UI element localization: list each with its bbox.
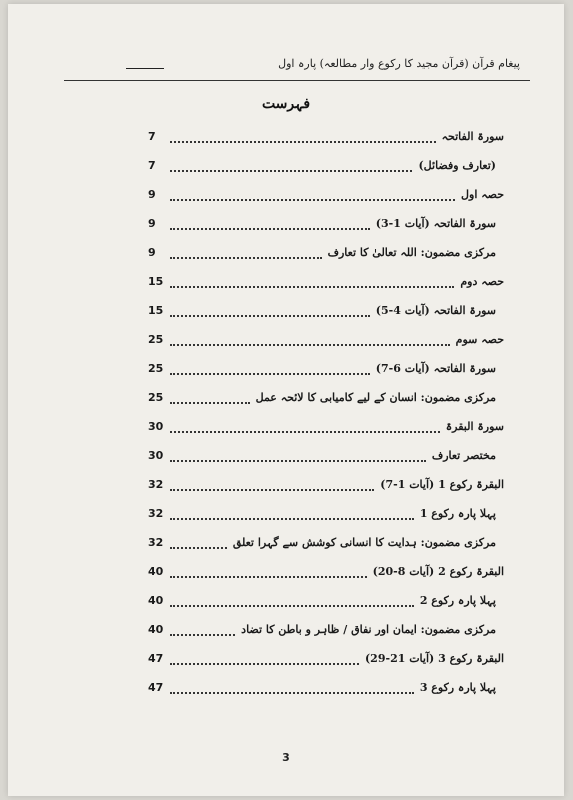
- toc-entry-label: سورۃ الفاتحہ (آیات 4-5): [375, 304, 496, 317]
- toc-entry-page: 9: [148, 246, 156, 259]
- toc-entry: [148, 391, 504, 409]
- toc-entry-page: 32: [148, 507, 164, 520]
- table-of-contents: [8, 4, 564, 796]
- toc-entry: [148, 130, 504, 148]
- toc-entry-label: حصہ اول: [461, 188, 504, 201]
- toc-entry-page: 47: [148, 652, 164, 665]
- toc-leader-dots: [170, 427, 440, 433]
- toc-leader-dots: [170, 456, 426, 462]
- toc-entry: [148, 681, 504, 699]
- toc-entry-page: 32: [148, 536, 164, 549]
- toc-leader-dots: [170, 166, 412, 172]
- toc-entry-label: حصہ دوم: [460, 275, 504, 288]
- toc-entry-label: سورۃ الفاتحہ: [441, 130, 504, 143]
- toc-entry-label: حصہ سوم: [455, 333, 504, 346]
- toc-entry-page: 40: [148, 594, 164, 607]
- toc-entry: [148, 217, 504, 235]
- toc-entry: [148, 420, 504, 438]
- toc-leader-dots: [170, 688, 414, 694]
- toc-entry: [148, 623, 504, 641]
- running-header-title: پیغام قرآن (قرآن مجید کا رکوع وار مطالعہ) پارہ اول: [278, 57, 520, 70]
- toc-leader-dots: [170, 253, 322, 259]
- book-page: [8, 4, 564, 796]
- toc-entry: [148, 536, 504, 554]
- toc-leader-dots: [170, 543, 227, 549]
- toc-leader-dots: [170, 137, 436, 143]
- toc-entry: [148, 565, 504, 583]
- toc-entry-label: البقرۃ رکوع 1 (آیات 1-7): [380, 478, 504, 491]
- toc-entry-page: 7: [148, 159, 156, 172]
- toc-entry-label: مختصر تعارف: [431, 449, 496, 462]
- toc-entry-label: مرکزی مضمون: اللہ تعالیٰ کا تعارف: [327, 246, 496, 259]
- toc-entry-label: البقرۃ رکوع 3 (آیات 21-29): [364, 652, 504, 665]
- toc-entry-page: 40: [148, 623, 164, 636]
- toc-entry: [148, 449, 504, 467]
- toc-leader-dots: [170, 282, 454, 288]
- toc-entry-label: پہلا پارہ رکوع 3: [419, 681, 496, 694]
- toc-leader-dots: [170, 369, 370, 375]
- toc-entry: [148, 652, 504, 670]
- toc-entry-label: مرکزی مضمون: ایمان اور نفاق / ظاہر و باطن کا تضاد: [241, 623, 496, 636]
- toc-leader-dots: [170, 572, 367, 578]
- toc-entry: [148, 478, 504, 496]
- toc-entry: [148, 304, 504, 322]
- toc-entry-label: مرکزی مضمون: انسان کے لیے کامیابی کا لائحہ عمل: [255, 391, 496, 404]
- toc-entry: [148, 333, 504, 351]
- toc-entry-page: 25: [148, 391, 164, 404]
- toc-entry: [148, 188, 504, 206]
- page-number: 3: [282, 751, 290, 764]
- toc-entry-label: البقرۃ رکوع 2 (آیات 8-20): [372, 565, 504, 578]
- toc-entry-label: سورۃ الفاتحہ (آیات 1-3): [375, 217, 496, 230]
- toc-entry-page: 15: [148, 304, 164, 317]
- toc-leader-dots: [170, 224, 370, 230]
- toc-entry-page: 25: [148, 362, 164, 375]
- toc-entry-page: 40: [148, 565, 164, 578]
- toc-entry-page: 30: [148, 449, 164, 462]
- toc-entry: [148, 507, 504, 525]
- toc-entry-page: 9: [148, 217, 156, 230]
- toc-leader-dots: [170, 630, 235, 636]
- toc-entry-page: 47: [148, 681, 164, 694]
- toc-leader-dots: [170, 485, 374, 491]
- toc-entry-page: 30: [148, 420, 164, 433]
- toc-leader-dots: [170, 340, 450, 346]
- toc-entry-page: 9: [148, 188, 156, 201]
- toc-entry: [148, 159, 504, 177]
- toc-leader-dots: [170, 398, 250, 404]
- toc-entry: [148, 275, 504, 293]
- toc-entry-page: 7: [148, 130, 156, 143]
- toc-leader-dots: [170, 311, 370, 317]
- toc-entry-label: سورۃ الفاتحہ (آیات 6-7): [375, 362, 496, 375]
- toc-entry-label: (تعارف وفضائل): [418, 159, 496, 172]
- toc-entry: [148, 246, 504, 264]
- toc-heading: فہرست: [261, 96, 311, 112]
- toc-leader-dots: [170, 659, 359, 665]
- toc-entry-label: پہلا پارہ رکوع 2: [419, 594, 496, 607]
- toc-entry-label: سورۃ البقرۃ: [445, 420, 504, 433]
- toc-entry-label: مرکزی مضمون: ہدایت کا انسانی کوشش سے گہرا تعلق: [232, 536, 496, 549]
- toc-leader-dots: [170, 195, 455, 201]
- toc-entry: [148, 362, 504, 380]
- toc-entry-page: 32: [148, 478, 164, 491]
- toc-entry: [148, 594, 504, 612]
- toc-leader-dots: [170, 514, 414, 520]
- toc-leader-dots: [170, 601, 414, 607]
- toc-entry-label: پہلا پارہ رکوع 1: [419, 507, 496, 520]
- toc-entry-page: 15: [148, 275, 164, 288]
- toc-entry-page: 25: [148, 333, 164, 346]
